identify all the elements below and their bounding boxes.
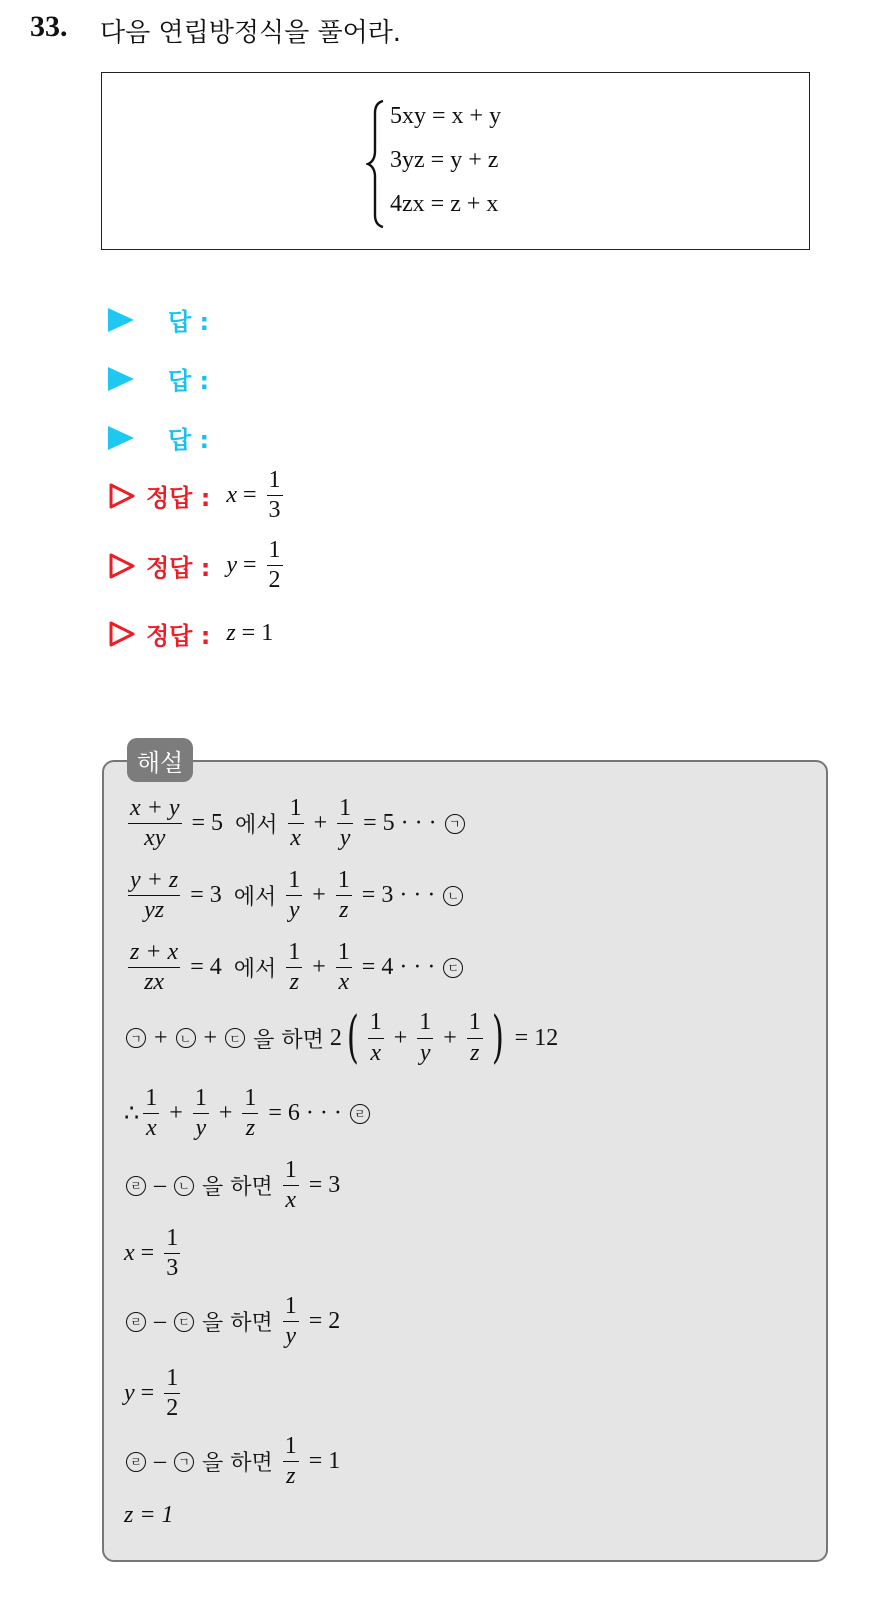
answer-blank-2[interactable] xyxy=(108,361,209,396)
circle-mark-1: ㄱ xyxy=(445,814,465,834)
solution-line-3: $\frac{z + x}{zx}$ = 4 에서 $\frac{1}{z}$ + $\frac{1}{x}$ = 4 · · · ㄷ xyxy=(124,940,465,995)
answer-blank-3[interactable] xyxy=(108,420,209,455)
key-var-y: y xyxy=(226,552,237,579)
outline-triangle-icon xyxy=(108,620,136,648)
solution-line-11: z = 1 xyxy=(124,1502,174,1528)
equation-2: 3yz = y + z xyxy=(390,147,499,173)
play-triangle-icon xyxy=(108,308,134,332)
play-triangle-icon xyxy=(108,367,134,391)
key-var-x: x xyxy=(226,482,237,509)
equation-3: 4zx = z + x xyxy=(390,191,499,217)
circle-mark-3: ㄷ xyxy=(443,958,463,978)
key-fraction-x: $\frac{1}{3}$ xyxy=(268,467,281,524)
solution-line-1: $\frac{x + y}{xy}$ = 5 에서 $\frac{1}{x}$ + $\frac{1}{y}$ = 5 · · · ㄱ xyxy=(124,796,467,851)
answer-key-z: 정답 : z = 1 xyxy=(108,616,273,651)
solution-line-7: x = $\frac{1}{3}$ xyxy=(124,1225,179,1282)
key-label: 정답 : xyxy=(146,622,211,650)
key-label: 정답 : xyxy=(146,484,211,513)
key-var-z: z xyxy=(226,620,236,646)
circle-mark-4: ㄹ xyxy=(350,1104,370,1124)
answer-label: 답 : xyxy=(168,308,210,336)
outline-triangle-icon xyxy=(108,552,136,580)
solution-line-4: ㄱ + ㄴ + ㄷ 을 하면 2 ( $\frac{1}{x}$ + $\frac{1}{y}$ + $\frac{1}{z}$ ) = 12 xyxy=(124,1010,564,1066)
key-value-z: 1 xyxy=(261,620,274,646)
solution-line-5: ∴ $\frac{1}{x}$ + $\frac{1}{y}$ + $\frac{1}{z}$ = 6 · · · ㄹ xyxy=(124,1086,372,1141)
circle-mark-2: ㄴ xyxy=(443,886,463,906)
answer-label: 답 : xyxy=(168,426,210,454)
key-fraction-y: $\frac{1}{2}$ xyxy=(268,537,281,594)
answer-key-y: 정답 : y = $\frac{1}{2}$ xyxy=(108,538,287,593)
solution-tab: 해설 xyxy=(127,738,193,782)
question-text: 다음 연립방정식을 풀어라. xyxy=(100,18,402,48)
key-label: 정답 : xyxy=(146,554,211,583)
solution-line-6: ㄹ – ㄴ 을 하면 $\frac{1}{x}$ = 3 xyxy=(124,1158,346,1213)
answer-blank-1[interactable] xyxy=(108,302,209,337)
equation-box xyxy=(101,72,810,250)
solution-line-2: $\frac{y + z}{yz}$ = 3 에서 $\frac{1}{y}$ + $\frac{1}{z}$ = 3 · · · ㄴ xyxy=(124,868,465,923)
answer-label: 답 : xyxy=(168,367,210,395)
question-number: 33. xyxy=(30,10,68,43)
equation-1: 5xy = x + y xyxy=(390,103,502,129)
solution-line-8: ㄹ – ㄷ 을 하면 $\frac{1}{y}$ = 2 xyxy=(124,1294,346,1349)
outline-triangle-icon xyxy=(108,482,136,510)
solution-line-10: ㄹ – ㄱ 을 하면 $\frac{1}{z}$ = 1 xyxy=(124,1434,346,1489)
answer-key-x: 정답 : x = $\frac{1}{3}$ xyxy=(108,468,287,523)
solution-line-9: y = $\frac{1}{2}$ xyxy=(124,1365,179,1422)
left-brace-icon xyxy=(366,99,386,229)
play-triangle-icon xyxy=(108,426,134,450)
